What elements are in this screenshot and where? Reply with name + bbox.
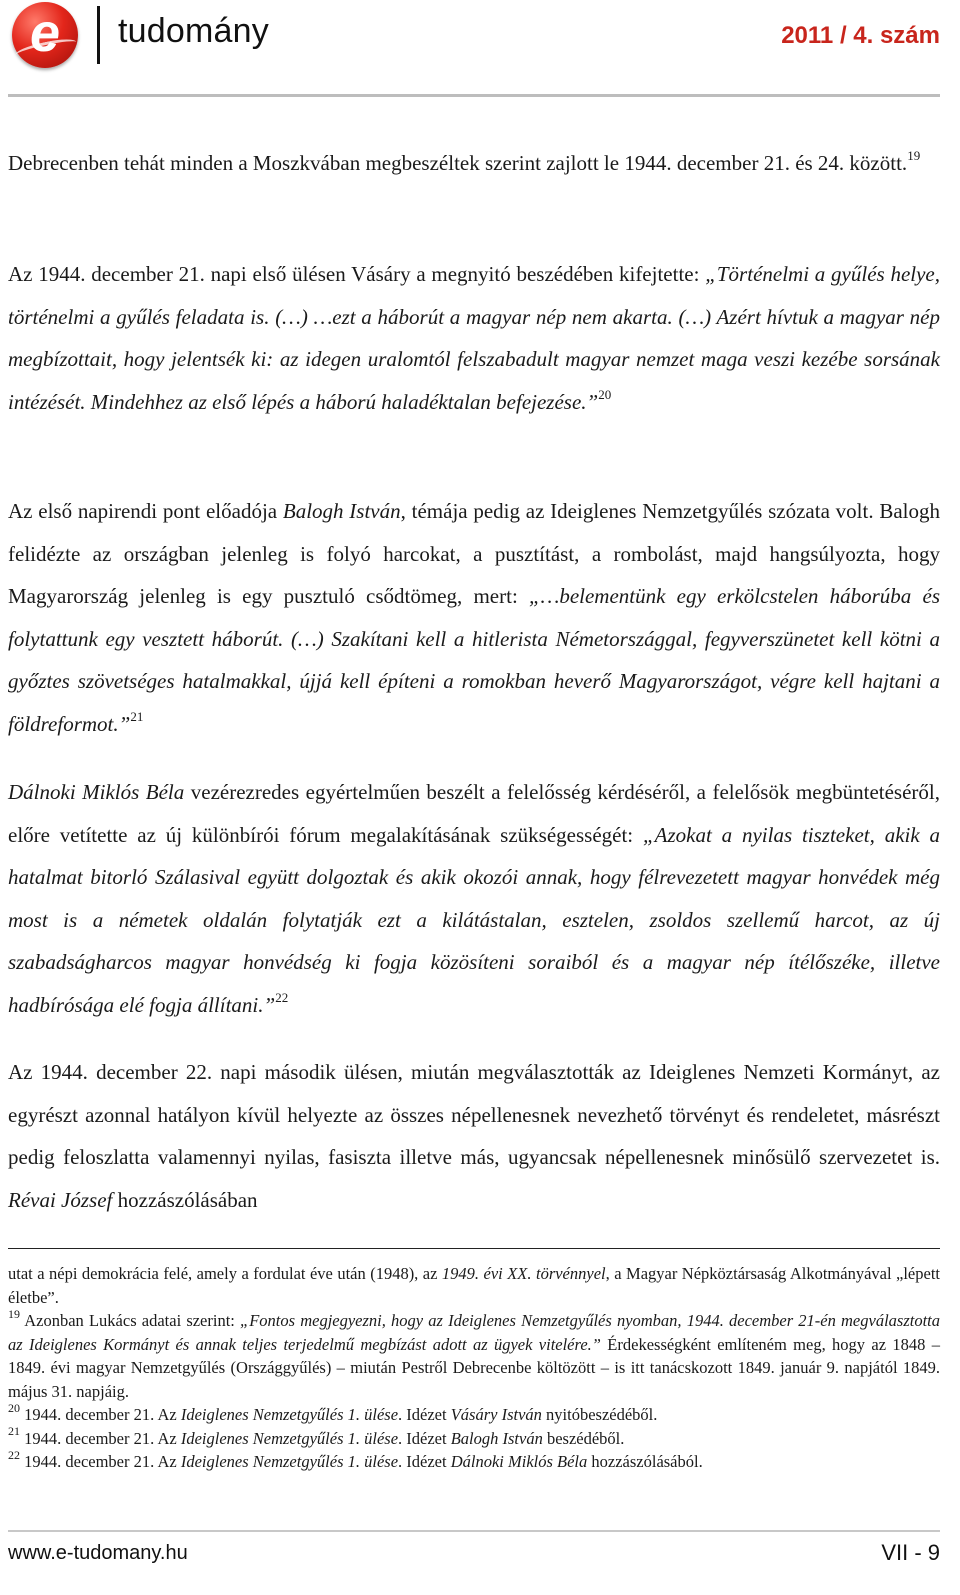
quote-vasary: „Történelmi a gyűlés helye, történelmi a gyűlés feladata is. (…) …ezt a háborút a magyar nép nem akarta. (…) Azért hívtuk a magyar nép megbízottait, hogy jelentsék ki: az idegen uralomtól felszabadult magyar nemzet maga veszi kezébe sorsának intézését. Mindehhez az első lépés a háború haladéktalan befejezése.”	[8, 262, 940, 414]
footnote-number: 20	[8, 1400, 20, 1415]
person-name: Balogh István	[282, 499, 401, 523]
paragraph-text: Az első napirendi pont előadója	[8, 499, 283, 523]
footnote-text: Érdekességként említeném meg, hogy az 1848 – 1849. évi magyar Nemzetgyűlés (Országgyűlés) – miután Pestről Debrecenbe költözött – is itt tanácskozott 1849. január 9. napjától 1849. május 31. napjáig.	[8, 1334, 940, 1401]
paragraph-text: Az 1944. december 21. napi első ülésen Vásáry a megnyitó beszédében kifejtette:	[8, 262, 706, 286]
footnote-22	[8, 1447, 940, 1474]
footnote-number: 22	[8, 1447, 20, 1462]
footnote-21	[8, 1424, 940, 1451]
paragraph-3	[8, 490, 940, 745]
paragraph-4	[8, 771, 940, 1026]
session-title: Ideiglenes Nemzetgyűlés 1. ülése	[180, 1405, 399, 1424]
footnote-text: 1944. december 21. Az	[20, 1428, 181, 1448]
header-rule	[8, 94, 940, 97]
website-link[interactable]: www.e-tudomany.hu	[8, 1542, 188, 1564]
footnote-text: , a Magyar Népköztársaság Alkotmányával „lépett életbe”.	[8, 1264, 940, 1307]
logo-letter: e	[29, 3, 61, 63]
footnote-text: . Idézet	[398, 1405, 451, 1424]
paragraph-text: , témája pedig az Ideiglenes Nemzetgyűlés szózata volt. Balogh felidézte az országban jelenleg is folyó harcokat, a pusztítást, a rombolást, majd hangsúlyozta, hogy Magyarország jelenleg is egy pusztuló csődtömeg, mert:	[8, 499, 940, 608]
paragraph-text: hozzászólásában	[112, 1187, 258, 1212]
journal-title: tudomány	[118, 12, 269, 50]
session-title: Ideiglenes Nemzetgyűlés 1. ülése	[180, 1452, 399, 1471]
footnote-20	[8, 1400, 940, 1427]
footnote-text: . Idézet	[398, 1428, 451, 1448]
e-logo-icon	[12, 2, 78, 68]
footnote-text: 1944. december 21. Az	[20, 1405, 181, 1424]
person-name: Dálnoki Miklós Béla	[8, 780, 185, 804]
paragraph-5	[8, 1051, 940, 1221]
person-name: Révai József	[8, 1187, 113, 1212]
footnote-quote: „Fontos megjegyezni, hogy az Ideiglenes Nemzetgyűlés nyomban, 1944. december 21-én megválasztotta az Ideiglenes Kormányt és annak teljes terjedelmű megbízást adott az ügyek vitelére.”	[8, 1311, 940, 1354]
footnote-text: beszédéből.	[542, 1428, 625, 1448]
footnote-separator	[8, 1248, 940, 1249]
footnote-text: utat a népi demokrácia felé, amely a fordulat éve után (1948), az	[8, 1264, 442, 1283]
footnote-ref-19[interactable]: 19	[907, 148, 921, 163]
footnote-text: hozzászólásából.	[587, 1452, 703, 1471]
page-header	[0, 0, 960, 98]
footnotes	[8, 1262, 940, 1474]
paragraph-2	[8, 253, 940, 423]
quote-balogh: „…belementünk egy erkölcstelen háborúba és folytattunk egy vesztett háborút. (…) Szakítani kell a hitlerista Németországgal, fegyverszünetet kell kötni a győztes szövetséges hatalmakkal, újjá kell építeni a romokban heverő Magyarországot, végre kell hajtani a földreformot.”	[8, 584, 940, 736]
footnote-continuation	[8, 1262, 940, 1309]
footnote-ref-20[interactable]: 20	[598, 386, 612, 402]
issue-number: 2011 / 4. szám	[781, 22, 940, 49]
paragraph-text: vezérezredes egyértelműen beszélt a felelősség kérdéséről, a felelősök megbüntetéséről, előre vetítette az új különbírói fórum megalakításának szükségességét:	[8, 780, 940, 847]
page-footer	[0, 1530, 960, 1595]
speaker-name: Balogh István	[450, 1428, 543, 1448]
page-number: VII - 9	[881, 1540, 940, 1565]
paragraph-text: Az 1944. december 22. napi második ülésen, miután megválasztották az Ideiglenes Nemzeti Kormányt, az egyrészt azonnal hatályon kívül helyezte az összes népellenesnek nevezhető törvényt és rendeletet, másrészt pedig feloszlatta valamennyi nyilas, fasiszta illetve más, ugyancsak népellenesnek minősülő szervezetet is.	[8, 1060, 940, 1169]
header-divider	[97, 6, 100, 64]
quote-dalnoki: „Azokat a nyilas tiszteket, akik a hatalmat bitorló Szálasival együtt dolgoztak és akik okozói annak, hogy félrevezetett magyar honvédek még most is a németek oldalán folytatják ezt a kilátástalan, esztelen, zsoldos szellemű harcot, az új szabadságharcos magyar honvédség ki fogja közösíteni soraiból és a magyar nép ítélőszéke, illetve hadbírósága elé fogja állítani.”	[8, 822, 941, 1017]
footnote-number: 21	[8, 1424, 20, 1438]
footer-rule	[8, 1530, 940, 1532]
session-title: Ideiglenes Nemzetgyűlés 1. ülése	[180, 1428, 399, 1448]
speaker-name: Vásáry István	[450, 1405, 542, 1424]
footnote-text: 1944. december 21. Az	[20, 1452, 181, 1471]
footnote-text: nyitóbeszédéből.	[541, 1405, 658, 1424]
speaker-name: Dálnoki Miklós Béla	[450, 1452, 588, 1471]
footnote-text: . Idézet	[398, 1452, 451, 1471]
law-reference: 1949. évi XX. törvénnyel	[441, 1264, 606, 1283]
footnote-ref-22[interactable]: 22	[275, 989, 289, 1005]
paragraph-text: Debrecenben tehát minden a Moszkvában megbeszéltek szerint zajlott le 1944. december 21. és 24. között.	[8, 151, 908, 175]
paragraph-1	[8, 142, 940, 185]
footnote-19	[8, 1306, 940, 1403]
footnote-text: Azonban Lukács adatai szerint:	[20, 1311, 241, 1330]
footnote-ref-21[interactable]: 21	[130, 708, 144, 724]
footnote-number: 19	[8, 1306, 20, 1321]
